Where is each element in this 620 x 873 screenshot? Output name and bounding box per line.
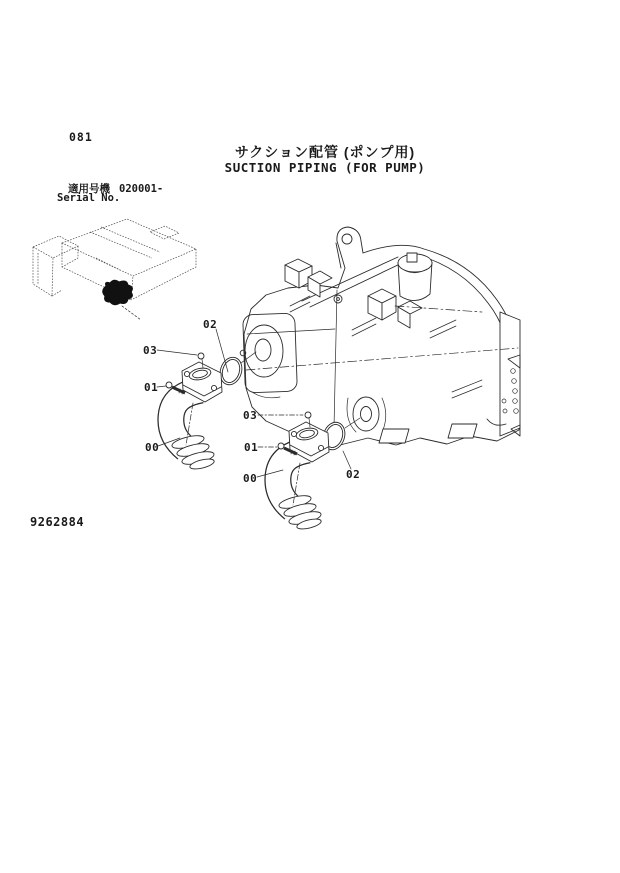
flange-ear-hole bbox=[184, 371, 189, 376]
elbow-pipe-left bbox=[171, 390, 215, 471]
applicable-model-value: 020001- bbox=[119, 183, 164, 195]
callout-right-02: 02 bbox=[346, 468, 361, 481]
page-title-english: SUCTION PIPING (FOR PUMP) bbox=[224, 160, 426, 175]
callout-right-03: 03 bbox=[243, 409, 258, 422]
callout-left-00: 00 bbox=[145, 441, 160, 454]
filler-cylinder bbox=[398, 253, 432, 301]
callout-right-01: 01 bbox=[244, 441, 259, 454]
page-number: 081 bbox=[69, 130, 93, 144]
elbow-pipe-right bbox=[278, 450, 322, 531]
bolt-head bbox=[278, 443, 284, 449]
page-title-japanese: サクション配管 (ポンプ用) bbox=[234, 144, 416, 160]
bolt-head bbox=[166, 382, 172, 388]
callout-left-01: 01 bbox=[144, 381, 159, 394]
serial-no-label: Serial No. bbox=[57, 192, 121, 204]
callout-left-03: 03 bbox=[143, 344, 158, 357]
leader-left-01 bbox=[157, 386, 166, 387]
pump-assembly-drawing bbox=[240, 227, 520, 445]
leader-right-02 bbox=[343, 451, 351, 469]
applicable-model-label: 適用号機 bbox=[68, 183, 110, 195]
flange-ear-hole bbox=[291, 431, 296, 436]
callout-left-02: 02 bbox=[203, 318, 218, 331]
flange-ear-hole bbox=[211, 385, 216, 390]
figure-code: 9262884 bbox=[30, 515, 85, 529]
leader-left-03 bbox=[157, 350, 197, 355]
flange-ear-hole bbox=[318, 445, 323, 450]
pump-body-outline bbox=[244, 227, 519, 445]
pump-port-right-opening bbox=[353, 397, 379, 431]
callout-right-00: 00 bbox=[243, 472, 258, 485]
